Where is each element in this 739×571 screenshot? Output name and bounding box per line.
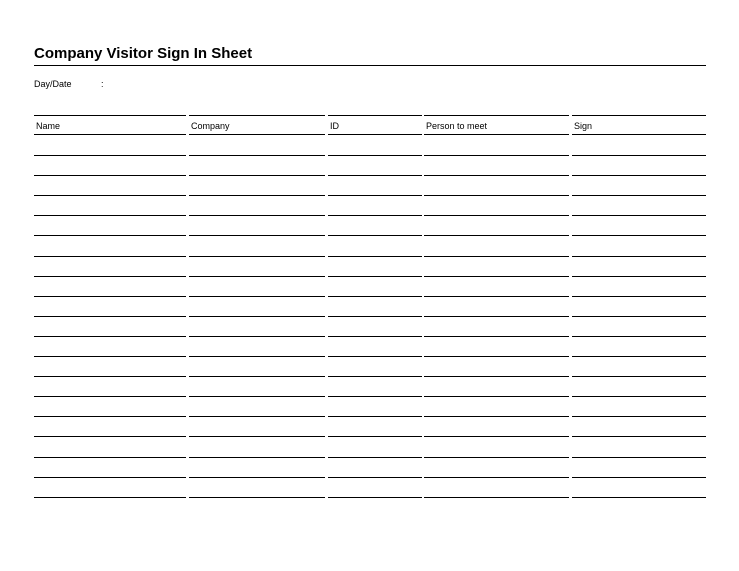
entry-line <box>328 316 422 317</box>
entry-line <box>34 155 186 156</box>
entry-line <box>34 175 186 176</box>
column-id <box>328 115 422 500</box>
title-underline <box>34 65 706 66</box>
entry-line <box>572 235 706 236</box>
visitor-sign-in-table <box>34 115 706 500</box>
column-header-id <box>328 115 422 135</box>
entry-line <box>34 457 186 458</box>
entry-line <box>572 436 706 437</box>
entry-line <box>328 336 422 337</box>
entry-line <box>189 155 325 156</box>
entry-line <box>34 376 186 377</box>
entry-line <box>424 256 569 257</box>
entry-line <box>424 436 569 437</box>
entry-line <box>189 416 325 417</box>
entry-line <box>34 416 186 417</box>
entry-line <box>572 175 706 176</box>
entry-line <box>424 276 569 277</box>
date-label: Day/Date <box>34 79 72 89</box>
column-sign <box>572 115 706 500</box>
entry-line <box>189 356 325 357</box>
column-header-sign-label: Sign <box>574 121 593 131</box>
column-header-company-label: Company <box>191 121 230 131</box>
entry-line <box>189 235 325 236</box>
page-title: Company Visitor Sign In Sheet <box>34 45 253 62</box>
entry-line <box>572 477 706 478</box>
entry-line <box>328 396 422 397</box>
entry-line <box>34 276 186 277</box>
column-person-to-meet <box>424 115 569 500</box>
entry-line <box>189 376 325 377</box>
entry-line <box>189 276 325 277</box>
entry-line <box>328 175 422 176</box>
entry-line <box>189 497 325 498</box>
entry-line <box>34 215 186 216</box>
entry-line <box>328 416 422 417</box>
entry-line <box>424 497 569 498</box>
entry-line <box>189 195 325 196</box>
entry-line <box>189 175 325 176</box>
entry-line <box>572 356 706 357</box>
entry-line <box>328 497 422 498</box>
column-header-sign <box>572 115 706 135</box>
entry-line <box>189 256 325 257</box>
entry-line <box>424 356 569 357</box>
entry-line <box>34 336 186 337</box>
entry-line <box>34 396 186 397</box>
entry-line <box>328 376 422 377</box>
entry-line <box>572 215 706 216</box>
entry-line <box>572 497 706 498</box>
entry-line <box>189 457 325 458</box>
entry-line <box>424 235 569 236</box>
entry-line <box>34 235 186 236</box>
entry-line <box>34 436 186 437</box>
entry-line <box>424 296 569 297</box>
column-company <box>189 115 325 500</box>
entry-line <box>189 336 325 337</box>
entry-line <box>189 477 325 478</box>
date-colon: : <box>101 79 104 89</box>
entry-line <box>328 296 422 297</box>
entry-line <box>572 195 706 196</box>
entry-line <box>424 336 569 337</box>
entry-line <box>424 175 569 176</box>
entry-line <box>424 416 569 417</box>
entry-line <box>572 416 706 417</box>
entry-line <box>424 477 569 478</box>
entry-line <box>34 497 186 498</box>
entry-line <box>328 356 422 357</box>
column-name <box>34 115 186 500</box>
column-header-company <box>189 115 325 135</box>
entry-line <box>328 195 422 196</box>
entry-line <box>328 235 422 236</box>
entry-line <box>424 316 569 317</box>
entry-line <box>424 215 569 216</box>
column-header-person-to-meet-label: Person to meet <box>426 121 488 131</box>
entry-line <box>34 195 186 196</box>
entry-line <box>424 457 569 458</box>
entry-line <box>572 256 706 257</box>
column-header-name <box>34 115 186 135</box>
entry-line <box>328 436 422 437</box>
entry-line <box>328 276 422 277</box>
column-header-name-label: Name <box>36 121 61 131</box>
entry-line <box>572 296 706 297</box>
entry-line <box>572 276 706 277</box>
column-header-id-label: ID <box>330 121 339 131</box>
entry-line <box>34 256 186 257</box>
entry-line <box>424 155 569 156</box>
entry-line <box>572 376 706 377</box>
entry-line <box>34 477 186 478</box>
entry-line <box>328 457 422 458</box>
entry-line <box>424 195 569 196</box>
entry-line <box>34 356 186 357</box>
entry-line <box>189 316 325 317</box>
column-header-person-to-meet <box>424 115 569 135</box>
entry-line <box>328 477 422 478</box>
entry-line <box>189 396 325 397</box>
entry-line <box>572 316 706 317</box>
entry-line <box>424 396 569 397</box>
entry-line <box>572 336 706 337</box>
entry-line <box>572 155 706 156</box>
entry-line <box>572 457 706 458</box>
entry-line <box>34 316 186 317</box>
entry-line <box>328 215 422 216</box>
entry-line <box>572 396 706 397</box>
entry-line <box>34 296 186 297</box>
entry-line <box>189 296 325 297</box>
entry-line <box>328 155 422 156</box>
entry-line <box>189 436 325 437</box>
entry-line <box>328 256 422 257</box>
entry-line <box>424 376 569 377</box>
entry-line <box>189 215 325 216</box>
